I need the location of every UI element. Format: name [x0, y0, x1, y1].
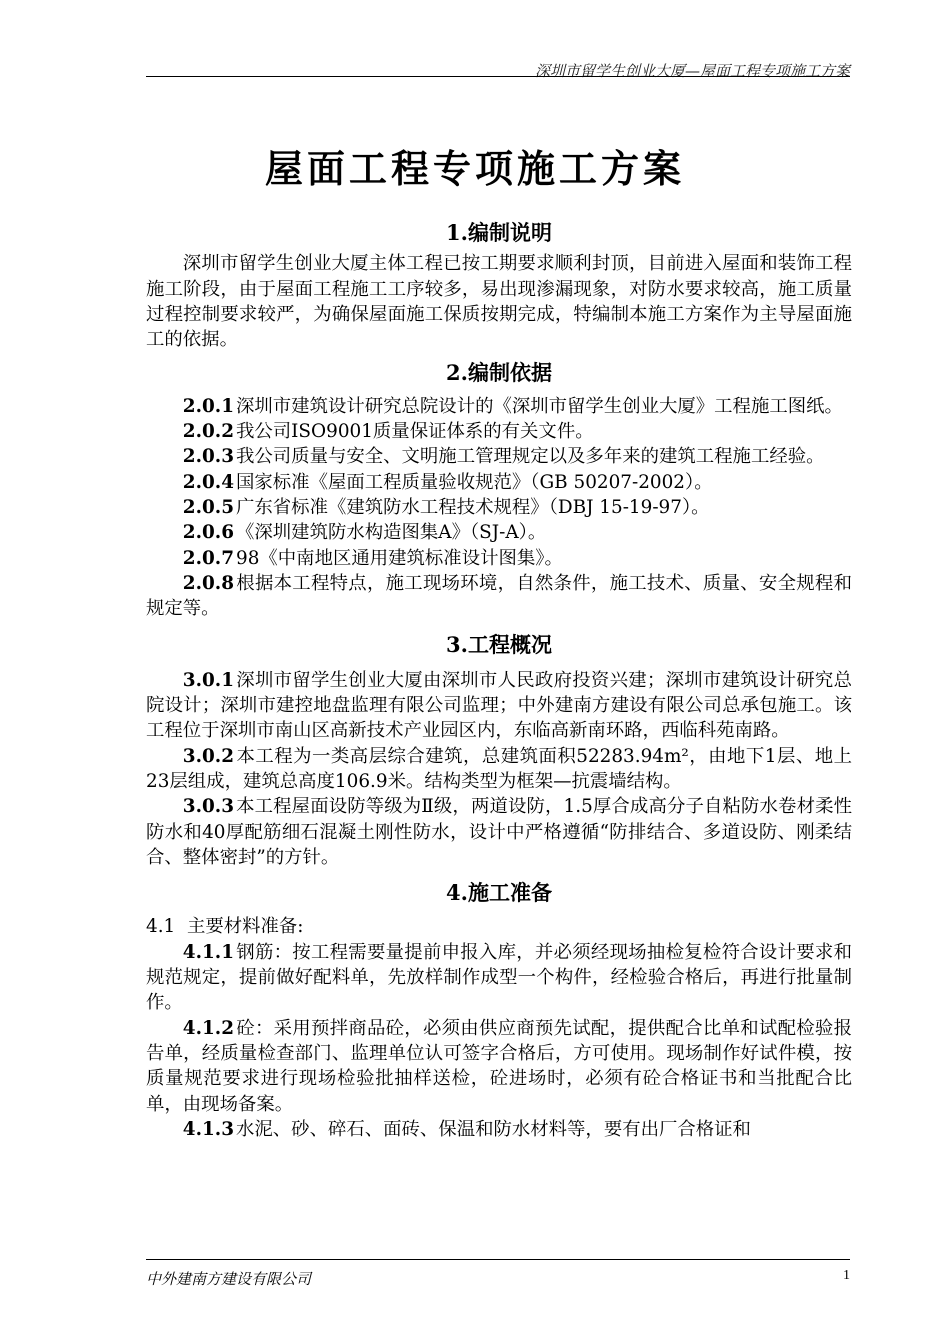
item-text: 本工程为一类高层综合建筑，总建筑面积52283.94m²，由地下1层、地上23层组成，建筑总高度106.9米。结构类型为框架—抗震墙结构。 — [146, 745, 852, 792]
basis-item — [146, 546, 852, 571]
section-1-paragraph: 深圳市留学生创业大厦主体工程已按工期要求顺利封顶，目前进入屋面和装饰工程施工阶段，由于屋面工程施工工序较多，易出现渗漏现象，对防水要求较高，施工质量过程控制要求较严，为确保屋面施工保质按期完成，特编制本施工方案作为主导屋面施工的依据。 — [146, 253, 852, 351]
section-heading-3: 3.工程概况 — [446, 632, 552, 658]
item-text: 深圳市留学生创业大厦由深圳市人民政府投资兴建；深圳市建筑设计研究总院设计；深圳市建控地盘监理有限公司监理；中外建南方建设有限公司总承包施工。该工程位于深圳市南山区高新技术产业园区内，东临高新南环路，西临科苑南路。 — [146, 669, 852, 742]
item-text: 我公司ISO9001质量保证体系的有关文件。 — [236, 421, 594, 443]
basis-item — [146, 470, 852, 495]
footer-divider — [146, 1259, 850, 1260]
section-heading-1: 1.编制说明 — [446, 220, 552, 245]
basis-item — [146, 419, 852, 444]
basis-item — [146, 520, 852, 545]
footer-company: 中外建南方建设有限公司 — [146, 1270, 312, 1288]
item-number: 3.0.2 — [182, 745, 234, 767]
item-number: 4.1.1 — [182, 941, 234, 963]
item-text: 本工程屋面设防等级为Ⅱ级，两道设防，1.5厚合成高分子自粘防水卷材柔性防水和40厚配筋细石混凝土刚性防水，设计中严格遵循“防排结合、多道设防、刚柔结合、整体密封”的方针。 — [146, 796, 852, 868]
item-number: 2.0.4 — [182, 471, 234, 493]
material-item — [146, 940, 852, 1016]
page-title: 屋面工程专项施工方案 — [264, 146, 685, 191]
subsection-heading — [146, 914, 852, 939]
header-divider — [146, 76, 850, 77]
section-heading-4: 4.施工准备 — [446, 880, 552, 906]
overview-item — [146, 744, 852, 795]
item-number: 2.0.5 — [182, 496, 234, 518]
item-number: 2.0.3 — [182, 446, 234, 468]
item-text: 深圳市建筑设计研究总院设计的《深圳市留学生创业大厦》工程施工图纸。 — [236, 395, 843, 417]
item-text: 我公司质量与安全、文明施工管理规定以及多年来的建筑工程施工经验。 — [236, 446, 825, 468]
item-number: 2.0.1 — [182, 395, 234, 417]
document-body — [146, 220, 852, 1142]
subsection-number: 4.1 — [146, 916, 176, 938]
basis-item — [146, 571, 852, 622]
item-number: 2.0.2 — [182, 421, 234, 443]
item-number: 3.0.1 — [182, 669, 234, 691]
item-text: 水泥、砂、碎石、面砖、保温和防水材料等，要有出厂合格证和 — [236, 1118, 751, 1140]
item-text: 砼：采用预拌商品砼，必须由供应商预先试配，提供配合比单和试配检验报告单，经质量检查部门、监理单位认可签字合格后，方可使用。现场制作好试件模，按质量规范要求进行现场检验批抽样送检，砼进场时，必须有砼合格证书和当批配合比单，由现场备案。 — [146, 1017, 852, 1115]
item-number: 2.0.8 — [182, 572, 234, 594]
item-text: 《深圳建筑防水构造图集A》（SJ-A）。 — [236, 522, 547, 544]
material-item — [146, 1016, 852, 1117]
item-text: 国家标准《屋面工程质量验收规范》（GB 50207-2002）。 — [236, 471, 713, 493]
item-number: 3.0.3 — [182, 796, 234, 818]
item-number: 2.0.7 — [182, 547, 234, 569]
basis-item — [146, 495, 852, 520]
item-number: 2.0.6 — [182, 522, 234, 544]
basis-item — [146, 444, 852, 469]
overview-item — [146, 794, 852, 870]
overview-item — [146, 668, 852, 744]
item-number: 4.1.3 — [182, 1118, 234, 1140]
item-text: 广东省标准《建筑防水工程技术规程》（DBJ 15-19-97）。 — [236, 496, 710, 518]
running-header: 深圳市留学生创业大厦—屋面工程专项施工方案 — [534, 62, 850, 80]
page-number: 1 — [843, 1268, 850, 1283]
basis-item — [146, 394, 852, 419]
item-text: 钢筋：按工程需要量提前申报入库，并必须经现场抽检复检符合设计要求和规范规定，提前做好配料单，先放样制作成型一个构件，经检验合格后，再进行批量制作。 — [146, 941, 852, 1014]
section-heading-2: 2.编制依据 — [446, 360, 552, 386]
material-item — [146, 1117, 852, 1142]
item-text: 根据本工程特点，施工现场环境，自然条件，施工技术、质量、安全规程和规定等。 — [146, 572, 852, 620]
item-number: 4.1.2 — [182, 1017, 234, 1039]
subsection-title: 主要材料准备: — [186, 916, 304, 938]
item-text: 98《中南地区通用建筑标准设计图集》。 — [236, 547, 563, 569]
